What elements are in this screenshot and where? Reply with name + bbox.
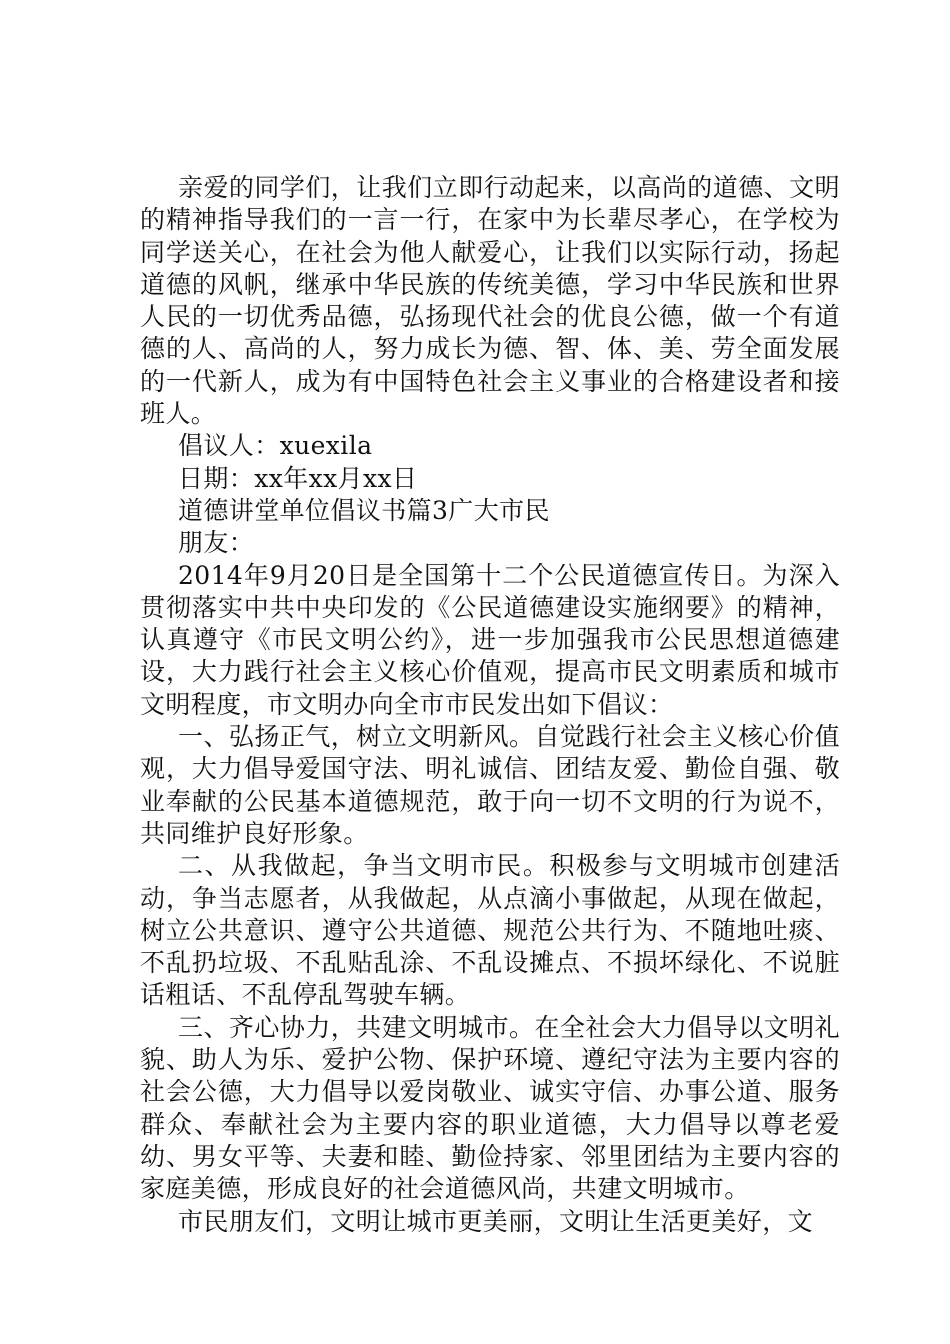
paragraph-closing: 市民朋友们，文明让城市更美丽，文明让生活更美好，文 bbox=[178, 1206, 814, 1236]
paragraph-point-1: 一、弘扬正气，树立文明新风。自觉践行社会主义核心价值观，大力倡导爱国守法、明礼诚信、团结友爱、勤俭自强、敬业奉献的公民基本道德规范，敢于向一切不文明的行为说不，共同维护良好形象。 bbox=[140, 722, 840, 848]
document-body bbox=[140, 172, 840, 1238]
paragraph-point-2: 二、从我做起，争当文明市民。积极参与文明城市创建活动，争当志愿者，从我做起，从点滴小事做起，从现在做起，树立公共意识、遵守公共道德、规范公共行为、不随地吐痰、不乱扔垃圾、不乱贴乱涂、不乱设摊点、不损坏绿化、不说脏话粗话、不乱停乱驾驶车辆。 bbox=[140, 851, 840, 1010]
paragraph-point-3: 三、齐心协力，共建文明城市。在全社会大力倡导以文明礼貌、助人为乐、爱护公物、保护环境、遵纪守法为主要内容的社会公德，大力倡导以爱岗敬业、诚实守信、办事公道、服务群众、奉献社会为主要内容的职业道德，大力倡导以尊老爱幼、男女平等、夫妻和睦、勤俭持家、邻里团结为主要内容的家庭美德，形成良好的社会道德风尚，共建文明城市。 bbox=[140, 1012, 840, 1204]
section-heading: 道德讲堂单位倡议书篇3广大市民 bbox=[178, 495, 550, 525]
date-line: 日期：xx年xx月xx日 bbox=[178, 463, 418, 493]
proposer-line: 倡议人：xuexila bbox=[178, 431, 373, 461]
paragraph-intro: 2014年9月20日是全国第十二个公民道德宣传日。为深入贯彻落实中共中央印发的《公民道德建设实施纲要》的精神，认真遵守《市民文明公约》，进一步加强我市公民思想道德建设，大力践行社会主义核心价值观，提高市民文明素质和城市文明程度，市文明办向全市市民发出如下倡议： bbox=[140, 560, 840, 719]
paragraph-closing-appeal: 亲爱的同学们，让我们立即行动起来，以高尚的道德、文明的精神指导我们的一言一行，在家中为长辈尽孝心，在学校为同学送关心，在社会为他人献爱心，让我们以实际行动，扬起道德的风帆，继承中华民族的传统美德，学习中华民族和世界人民的一切优秀品德，弘扬现代社会的优良公德，做一个有道德的人、高尚的人，努力成长为德、智、体、美、劳全面发展的一代新人，成为有中国特色社会主义事业的合格建设者和接班人。 bbox=[140, 173, 840, 429]
salutation: 朋友： bbox=[178, 528, 255, 558]
